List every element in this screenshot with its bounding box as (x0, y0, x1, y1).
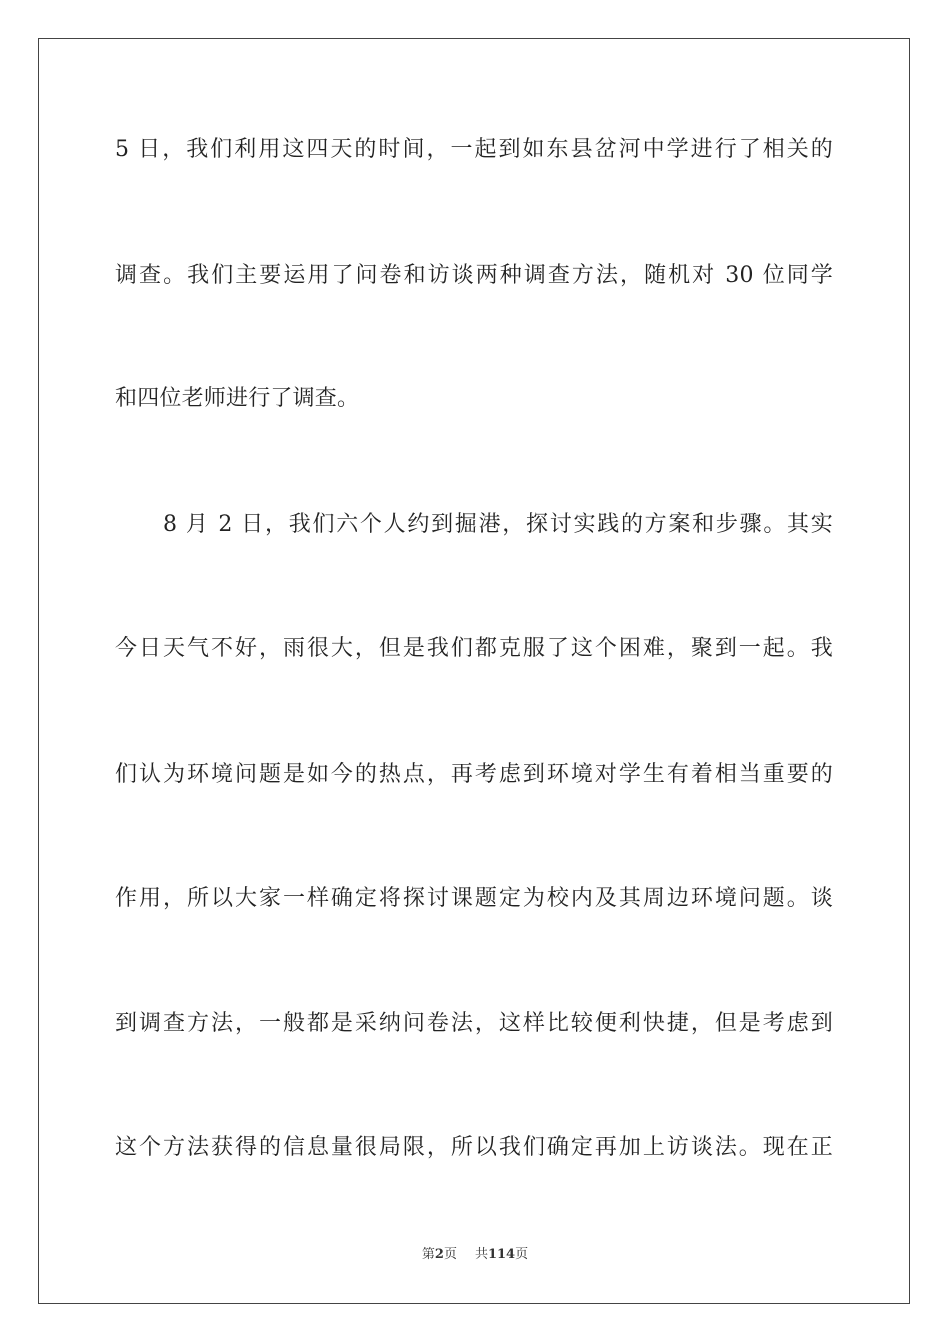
body-line-7: 作用，所以大家一样确定将探讨课题定为校内及其周边环境问题。谈 (115, 886, 833, 911)
total-suffix: 页 (515, 1247, 529, 1262)
body-line-9: 这个方法获得的信息量很局限，所以我们确定再加上访谈法。现在正 (115, 1135, 833, 1160)
body-line-8: 到调查方法，一般都是采纳问卷法，这样比较便利快捷，但是考虑到 (115, 1011, 833, 1036)
page-number: 2 (434, 1247, 444, 1262)
body-line-3: 和四位老师进行了调查。 (115, 386, 360, 411)
total-pages: 114 (487, 1247, 516, 1262)
total-prefix: 共 (474, 1247, 488, 1262)
body-line-2: 调查。我们主要运用了问卷和访谈两种调查方法，随机对 30 位同学 (115, 263, 833, 288)
page-prefix: 第 (421, 1247, 435, 1262)
body-line-6: 们认为环境问题是如今的热点，再考虑到环境对学生有着相当重要的 (115, 762, 833, 787)
page-footer (0, 1246, 950, 1264)
body-line-4: 8 月 2 日，我们六个人约到掘港，探讨实践的方案和步骤。其实 (163, 512, 833, 537)
body-line-5: 今日天气不好，雨很大，但是我们都克服了这个困难，聚到一起。我 (115, 636, 833, 661)
body-line-1: 5 日，我们利用这四天的时间，一起到如东县岔河中学进行了相关的 (115, 137, 833, 162)
page-border (38, 38, 910, 1304)
page-suffix: 页 (443, 1247, 457, 1262)
